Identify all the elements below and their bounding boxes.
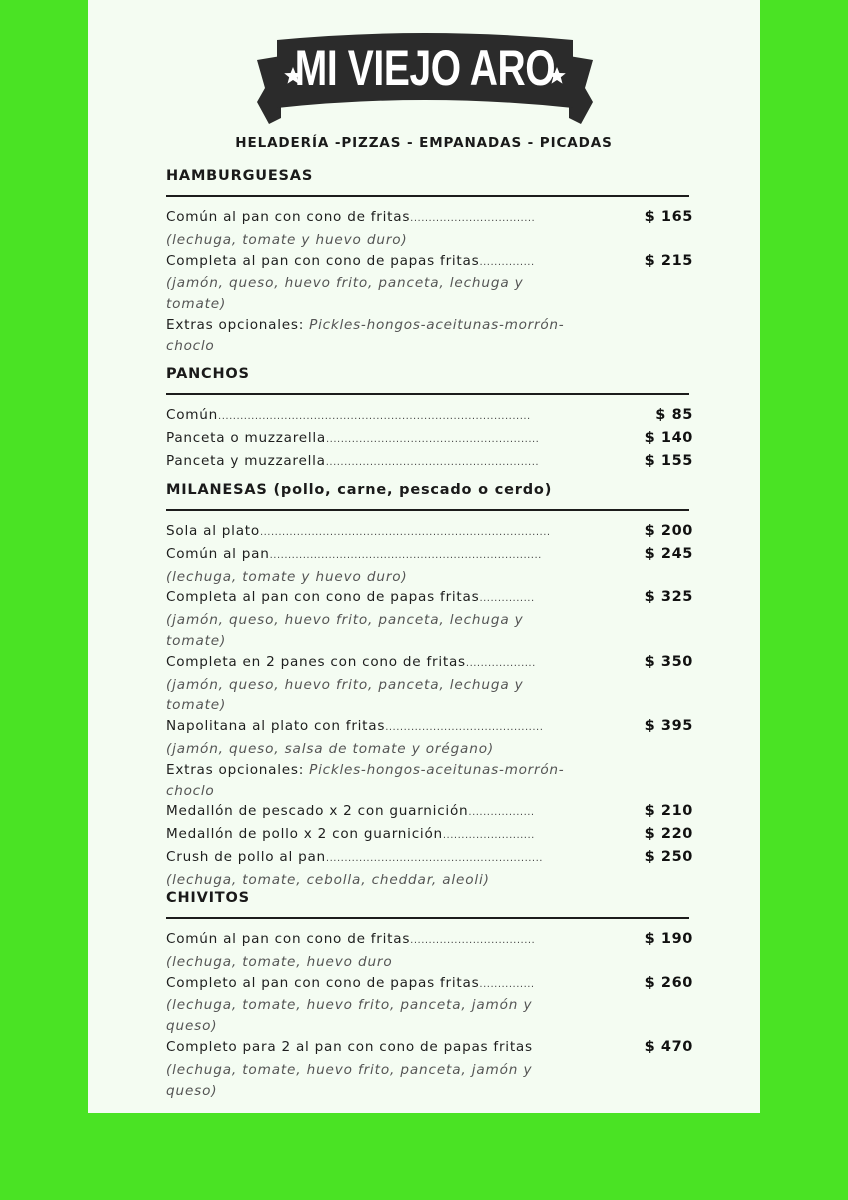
item-price: $ 245: [644, 545, 693, 562]
menu-item: [166, 451, 694, 474]
menu-item: [166, 428, 694, 451]
item-price: $ 250: [644, 848, 693, 865]
leader-dots: ...........................................: [385, 722, 544, 734]
logo-text: MI VIEJO ARO: [294, 40, 556, 96]
item-name: Común al pan con cono de fritas: [166, 209, 411, 225]
leader-dots: ...............................................................................: [259, 527, 551, 538]
section-title: MILANESAS (pollo, carne, pescado o cerdo): [166, 482, 553, 498]
item-price: $ 325: [644, 589, 693, 606]
extras-note: [166, 315, 586, 357]
extras-label: Extras opcionales:: [166, 761, 310, 778]
logo-banner: [255, 28, 595, 124]
menu-item: [166, 716, 694, 760]
leader-dots: ...............: [479, 593, 535, 605]
item-price: $ 190: [644, 931, 693, 947]
menu-item: [166, 929, 694, 973]
section-hamburguesas: [166, 165, 694, 357]
item-description: (lechuga, tomate, cebolla, cheddar, aleoli): [166, 871, 490, 888]
item-price: $ 215: [644, 252, 693, 269]
item-description: (lechuga, tomate, huevo duro: [166, 953, 393, 970]
section-chivitos: [166, 887, 694, 1101]
item-price: $ 350: [644, 653, 693, 670]
item-name: Común al pan con cono de fritas: [166, 931, 411, 947]
item-name: Panceta o muzzarella: [166, 429, 326, 446]
item-price: $ 200: [644, 523, 693, 539]
extras-note: [166, 760, 586, 802]
menu-item: [166, 1037, 694, 1101]
leader-dots: ...............: [479, 978, 535, 990]
extras-label: Extras opcionales:: [166, 316, 310, 333]
item-name: Completa en 2 panes con cono de fritas: [166, 653, 466, 670]
section-title: PANCHOS: [166, 366, 250, 382]
menu-item: [166, 847, 694, 891]
menu-item: [166, 801, 694, 824]
leader-dots: ...........................................................: [325, 852, 543, 864]
leader-dots: ...................: [465, 657, 536, 669]
item-description: (jamón, queso, huevo frito, panceta, lechuga y tomate): [166, 676, 524, 714]
extras-items: Pickles-hongos-aceitunas-morrón-choclo: [166, 316, 565, 354]
extras-items: Pickles-hongos-aceitunas-morrón-choclo: [166, 761, 565, 799]
item-description: (jamón, queso, salsa de tomate y orégano): [166, 740, 495, 757]
item-name: Completa al pan con cono de papas fritas: [166, 589, 480, 606]
item-price: $ 260: [644, 974, 693, 991]
item-name: Completo al pan con cono de papas fritas: [166, 974, 480, 991]
item-price: $ 470: [644, 1038, 693, 1055]
menu-item: [166, 405, 694, 428]
item-description: (jamón, queso, huevo frito, panceta, lechuga y tomate): [166, 612, 524, 649]
leader-dots: ..........................................................: [325, 456, 540, 468]
item-name: Completo para 2 al pan con cono de papas fritas: [166, 1038, 533, 1055]
item-name: Común al pan: [166, 545, 270, 562]
menu-item: [166, 544, 694, 588]
section-divider: [166, 509, 689, 511]
item-price: $ 85: [655, 407, 693, 423]
menu-item: [166, 652, 694, 716]
section-title: HAMBURGUESAS: [166, 168, 314, 184]
item-name: Medallón de pollo x 2 con guarnición: [166, 826, 443, 843]
menu-item: [166, 973, 694, 1037]
leader-dots: .........................: [442, 830, 535, 842]
item-name: Común: [166, 407, 219, 423]
item-description: (lechuga, tomate y huevo duro): [166, 568, 408, 585]
leader-dots: ..................................: [410, 213, 536, 224]
item-price: $ 210: [644, 803, 693, 820]
item-name: Crush de pollo al pan: [166, 848, 326, 865]
section-divider: [166, 195, 689, 197]
subtitle: HELADERÍA -PIZZAS - EMPANADAS - PICADAS: [235, 135, 613, 151]
item-description: (lechuga, tomate y huevo duro): [166, 231, 408, 248]
leader-dots: ..........................................................................: [269, 549, 542, 561]
leader-dots: ..........................................................: [325, 433, 540, 445]
section-divider: [166, 917, 689, 919]
item-price: $ 165: [644, 209, 693, 225]
leader-dots: ...............: [479, 256, 535, 268]
leader-dots: .....................................................................................: [218, 411, 531, 422]
leader-dots: ..................: [468, 807, 535, 819]
menu-item: [166, 587, 694, 651]
item-description: (lechuga, tomate, huevo frito, panceta, jamón y queso): [166, 1061, 533, 1099]
item-price: $ 395: [644, 718, 693, 735]
item-price: $ 140: [644, 429, 693, 446]
menu-item: [166, 521, 694, 544]
menu-item: [166, 207, 694, 251]
item-name: Medallón de pescado x 2 con guarnición: [166, 803, 469, 820]
item-name: Sola al plato: [166, 523, 260, 539]
item-description: (jamón, queso, huevo frito, panceta, lechuga y tomate): [166, 275, 524, 313]
item-price: $ 220: [644, 826, 693, 843]
item-name: Completa al pan con cono de papas fritas: [166, 252, 480, 269]
leader-dots: ..................................: [410, 935, 536, 946]
item-name: Napolitana al plato con fritas: [166, 718, 386, 735]
menu-item: [166, 251, 694, 315]
section-divider: [166, 393, 689, 395]
item-price: $ 155: [644, 452, 693, 469]
item-description: (lechuga, tomate, huevo frito, panceta, jamón y queso): [166, 997, 533, 1035]
section-panchos: [166, 363, 694, 473]
item-name: Panceta y muzzarella: [166, 452, 326, 469]
section-milanesas: [166, 479, 694, 891]
section-title: CHIVITOS: [166, 890, 250, 906]
menu-item: [166, 824, 694, 847]
